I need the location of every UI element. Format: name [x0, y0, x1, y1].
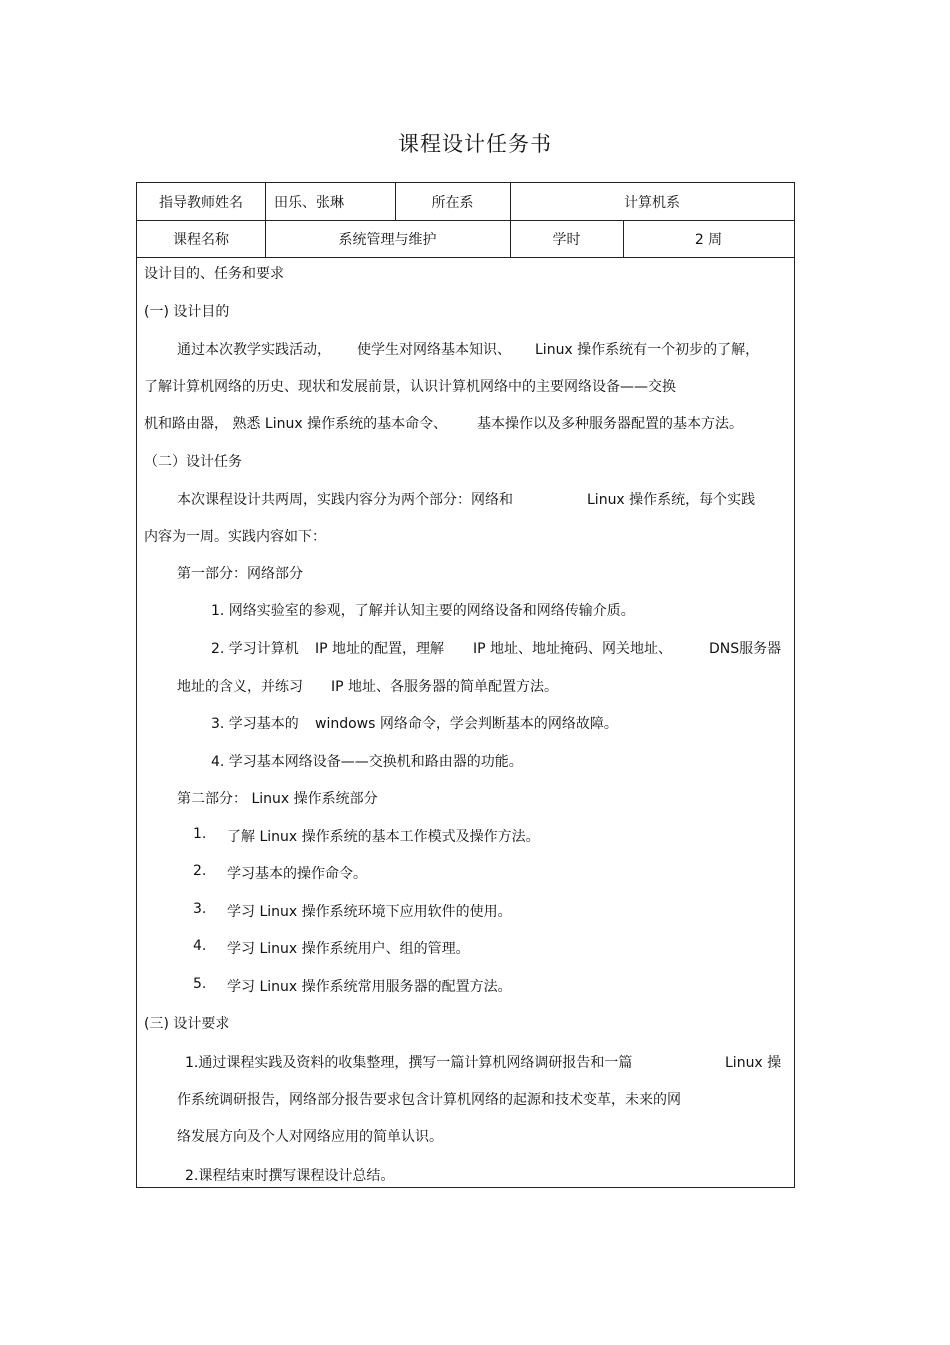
task-form [136, 182, 795, 1188]
part-1-item-2a: 2. 学习计算机 [211, 641, 299, 657]
requirement-2: 2.课程结束时撰写课程设计总结。 [185, 1168, 395, 1184]
section-heading: 设计目的、任务和要求 [144, 266, 284, 282]
info-row-teacher [137, 183, 794, 221]
part-1-item-1: 1. 网络实验室的参观，了解并认知主要的网络设备和网络传输介质。 [211, 603, 635, 619]
paragraph-1-line-3b: 基本操作以及多种服务器配置的基本方法。 [477, 416, 743, 432]
part-2-item-3-num: 3. [193, 901, 207, 917]
teacher-value: 田乐、张琳 [274, 194, 344, 211]
teacher-label: 指导教师姓名 [159, 194, 243, 211]
hours-value: 2 周 [694, 231, 723, 248]
paragraph-1-part-a: 通过本次教学实践活动， [177, 342, 331, 358]
paragraph-2-part-a: 本次课程设计共两周，实践内容分为两个部分：网络和 [177, 492, 513, 508]
part-1-item-2d: DNS服务器 [709, 641, 782, 657]
part-2-item-4-num: 4. [193, 938, 207, 954]
paragraph-1-line-3a: 机和路由器， 熟悉 Linux 操作系统的基本命令、 [144, 416, 448, 432]
part-2-item-3: 学习 Linux 操作系统环境下应用软件的使用。 [227, 904, 512, 920]
part-1-heading: 第一部分：网络部分 [177, 566, 303, 582]
requirement-1-line-2: 作系统调研报告，网络部分报告要求包含计算机网络的起源和技术变革，未来的网 [177, 1092, 681, 1108]
paragraph-2-part-b: Linux 操作系统，每个实践 [587, 492, 756, 508]
info-row-course [137, 220, 794, 258]
part-2-item-1-num: 1. [193, 826, 207, 842]
part-2-item-1: 了解 Linux 操作系统的基本工作模式及操作方法。 [227, 829, 540, 845]
part-1-item-2-line-2a: 地址的含义，并练习 [177, 679, 303, 695]
requirement-1-part-b: Linux 操 [725, 1055, 782, 1071]
hours-label: 学时 [552, 231, 581, 248]
part-2-heading: 第二部分： Linux 操作系统部分 [177, 791, 378, 807]
course-label: 课程名称 [173, 231, 229, 248]
paragraph-1-part-b: 使学生对网络基本知识、 [357, 342, 511, 358]
part-1-item-2-line-2b: IP 地址、各服务器的简单配置方法。 [331, 679, 559, 695]
part-1-item-2c: IP 地址、地址掩码、网关地址、 [473, 641, 673, 657]
paragraph-1-part-c: Linux 操作系统有一个初步的了解， [535, 342, 760, 358]
requirement-1-part-a: 1.通过课程实践及资料的收集整理，撰写一篇计算机网络调研报告和一篇 [185, 1055, 633, 1071]
paragraph-2-line-2: 内容为一周。实践内容如下： [144, 529, 326, 545]
dept-value: 计算机系 [624, 194, 680, 211]
section-3-title: (三) 设计要求 [144, 1016, 230, 1032]
part-2-item-4: 学习 Linux 操作系统用户、组的管理。 [227, 941, 470, 957]
part-1-item-4: 4. 学习基本网络设备——交换机和路由器的功能。 [211, 754, 523, 770]
course-value: 系统管理与维护 [338, 231, 437, 248]
part-1-item-3a: 3. 学习基本的 [211, 716, 299, 732]
section-1-title: (一) 设计目的 [144, 304, 230, 320]
part-1-item-3b: windows 网络命令，学会判断基本的网络故障。 [315, 716, 618, 732]
part-2-item-5-num: 5. [193, 976, 207, 992]
page-title: 课程设计任务书 [398, 132, 552, 156]
dept-label: 所在系 [431, 194, 474, 211]
section-2-title: （二）设计任务 [144, 454, 242, 470]
part-2-item-2-num: 2. [193, 863, 207, 879]
part-2-item-5: 学习 Linux 操作系统常用服务器的配置方法。 [227, 979, 512, 995]
part-1-item-2b: IP 地址的配置，理解 [315, 641, 445, 657]
requirement-1-line-3: 络发展方向及个人对网络应用的简单认识。 [177, 1129, 443, 1145]
part-2-item-2: 学习基本的操作命令。 [227, 866, 367, 882]
paragraph-1-line-2: 了解计算机网络的历史、现状和发展前景，认识计算机网络中的主要网络设备——交换 [144, 379, 676, 395]
